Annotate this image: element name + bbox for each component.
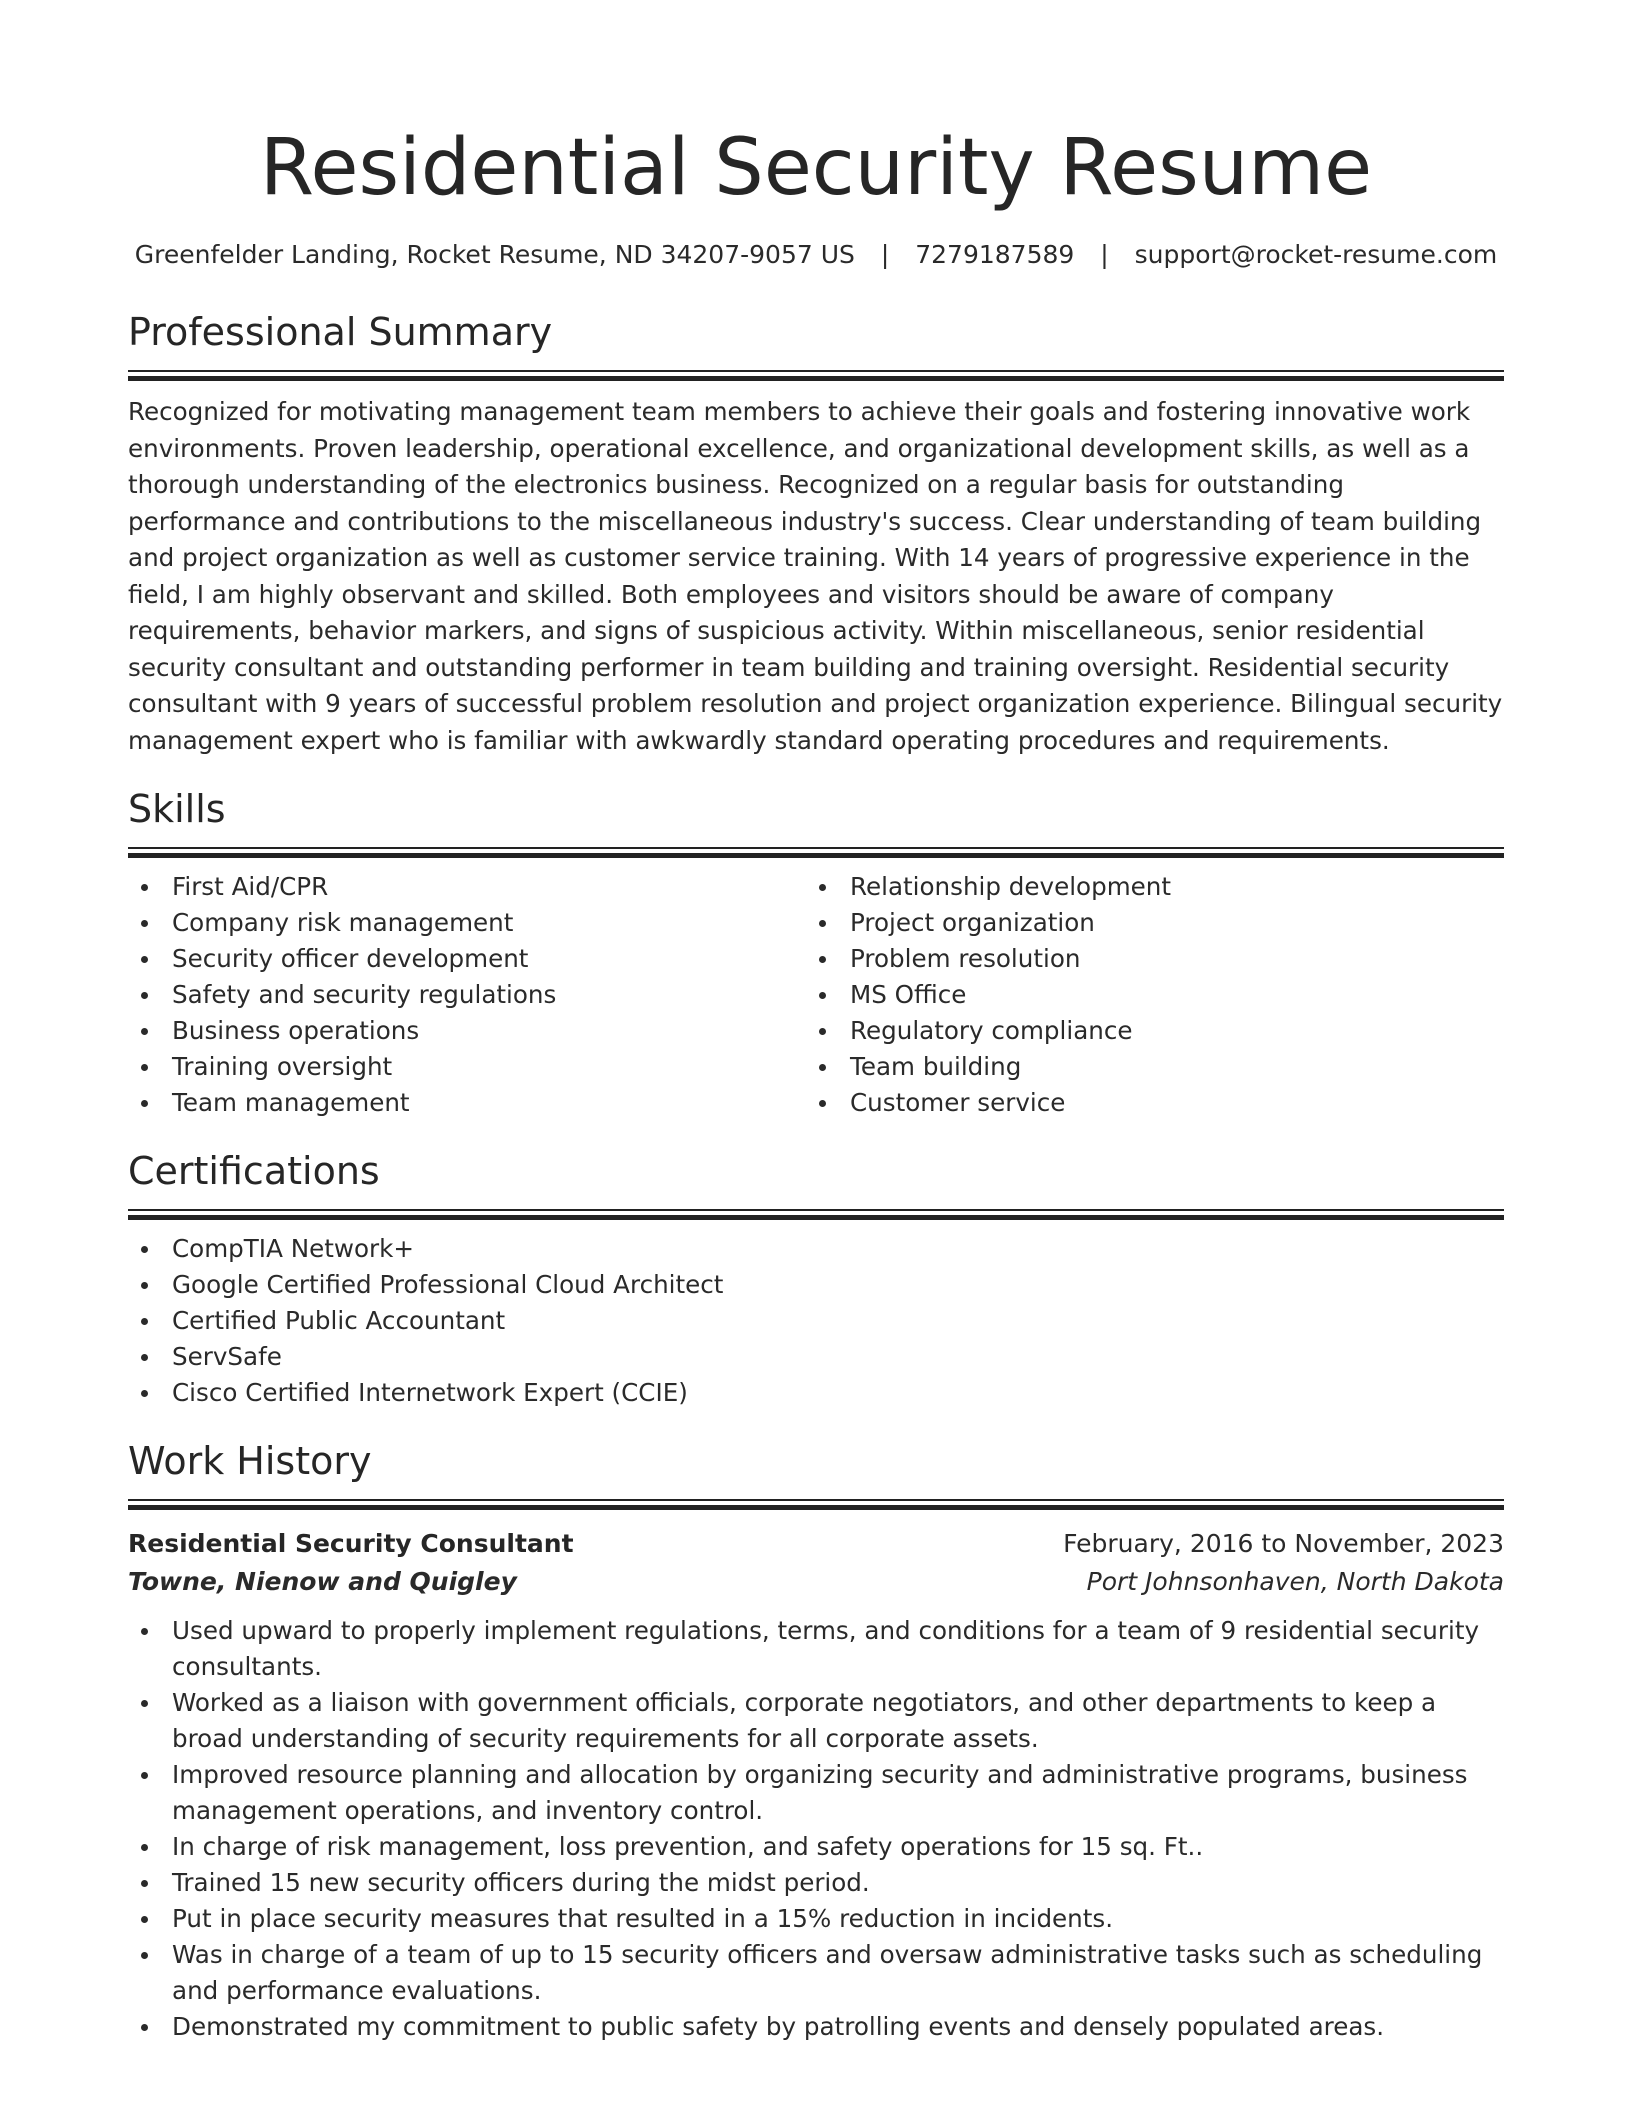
skill-item: Customer service [806,1085,1484,1121]
job-bullet: Put in place security measures that resulted in a 15% reduction in incidents. [128,1901,1504,1937]
skills-list-right [806,869,1484,1121]
summary-heading: Professional Summary [128,310,553,354]
skill-item: Team building [806,1049,1484,1085]
certification-item: ServSafe [128,1339,1504,1375]
skills-columns [128,869,1504,1121]
job-bullet: Was in charge of a team of up to 15 security officers and oversaw administrative tasks such as scheduling and performance evaluations. [128,1937,1504,2009]
work-history-section [128,1437,1504,2045]
certification-item: CompTIA Network+ [128,1231,1504,1267]
skills-section [128,785,1504,1121]
contact-email: support@rocket-resume.com [1134,240,1498,269]
skills-heading: Skills [128,787,226,831]
skill-item: Team management [128,1085,806,1121]
certification-item: Cisco Certified Internetwork Expert (CCIE) [128,1375,1504,1411]
job-entry [128,1525,1504,2045]
job-dates: February, 2016 to November, 2023 [1063,1529,1504,1558]
job-title: Residential Security Consultant [128,1529,574,1558]
job-bullet: Demonstrated my commitment to public safety by patrolling events and densely populated areas. [128,2009,1504,2045]
job-bullet: Improved resource planning and allocation by organizing security and administrative programs, business management operations, and inventory control. [128,1757,1504,1829]
summary-text: Recognized for motivating management team members to achieve their goals and fostering innovative work environments. Proven leadership, operational excellence, and organizational development skills, as well as a thorough understanding of the electronics business. Recognized on a regular basis for outstanding performance and contributions to the miscellaneous industry's success. Clear understanding of team building and project organization as well as customer service training. With 14 years of progressive experience in the field, I am highly observant and skilled. Both employees and visitors should be aware of company requirements, behavior markers, and signs of suspicious activity. Within miscellaneous, senior residential security consultant and outstanding performer in team building and training oversight. Residential security consultant with 9 years of successful problem resolution and project organization experience. Bilingual security management expert who is familiar with awkwardly standard operating procedures and requirements. [128,397,1503,755]
section-divider [128,1499,1504,1509]
skill-item: MS Office [806,977,1484,1013]
skill-item: Relationship development [806,869,1484,905]
job-bullet: In charge of risk management, loss prevention, and safety operations for 15 sq. Ft.. [128,1829,1504,1865]
contact-separator: | [1100,240,1109,269]
skill-item: Training oversight [128,1049,806,1085]
skill-item: Safety and security regulations [128,977,806,1013]
contact-line [128,238,1504,272]
job-subheader [128,1563,1504,1601]
certifications-section [128,1147,1504,1411]
summary-section [128,308,1504,759]
contact-address: Greenfelder Landing, Rocket Resume, ND 34207-9057 US [134,240,855,269]
skill-item: Company risk management [128,905,806,941]
work-history-heading: Work History [128,1439,372,1483]
section-divider [128,847,1504,857]
section-divider [128,1209,1504,1219]
job-company: Towne, Nienow and Quigley [128,1567,517,1596]
job-bullet: Worked as a liaison with government officials, corporate negotiators, and other departments to keep a broad understanding of security requirements for all corporate assets. [128,1685,1504,1757]
job-bullet: Used upward to properly implement regulations, terms, and conditions for a team of 9 residential security consultants. [128,1613,1504,1685]
certifications-list [128,1231,1504,1411]
skills-list-left [128,869,806,1121]
contact-separator: | [880,240,890,269]
job-bullet: Trained 15 new security officers during the midst period. [128,1865,1504,1901]
resume-page [128,118,1504,2045]
job-location: Port Johnsonhaven, North Dakota [1086,1567,1504,1596]
skill-item: Security officer development [128,941,806,977]
certification-item: Certified Public Accountant [128,1303,1504,1339]
resume-title: Residential Security Resume [259,123,1373,213]
section-divider [128,370,1504,380]
skill-item: Problem resolution [806,941,1484,977]
certifications-heading: Certifications [128,1149,380,1193]
job-bullet-list [128,1613,1504,2045]
skill-item: Project organization [806,905,1484,941]
certification-item: Google Certified Professional Cloud Architect [128,1267,1504,1303]
skill-item: Regulatory compliance [806,1013,1484,1049]
job-header [128,1525,1504,1563]
skill-item: Business operations [128,1013,806,1049]
contact-phone: 7279187589 [915,240,1075,269]
skill-item: First Aid/CPR [128,869,806,905]
